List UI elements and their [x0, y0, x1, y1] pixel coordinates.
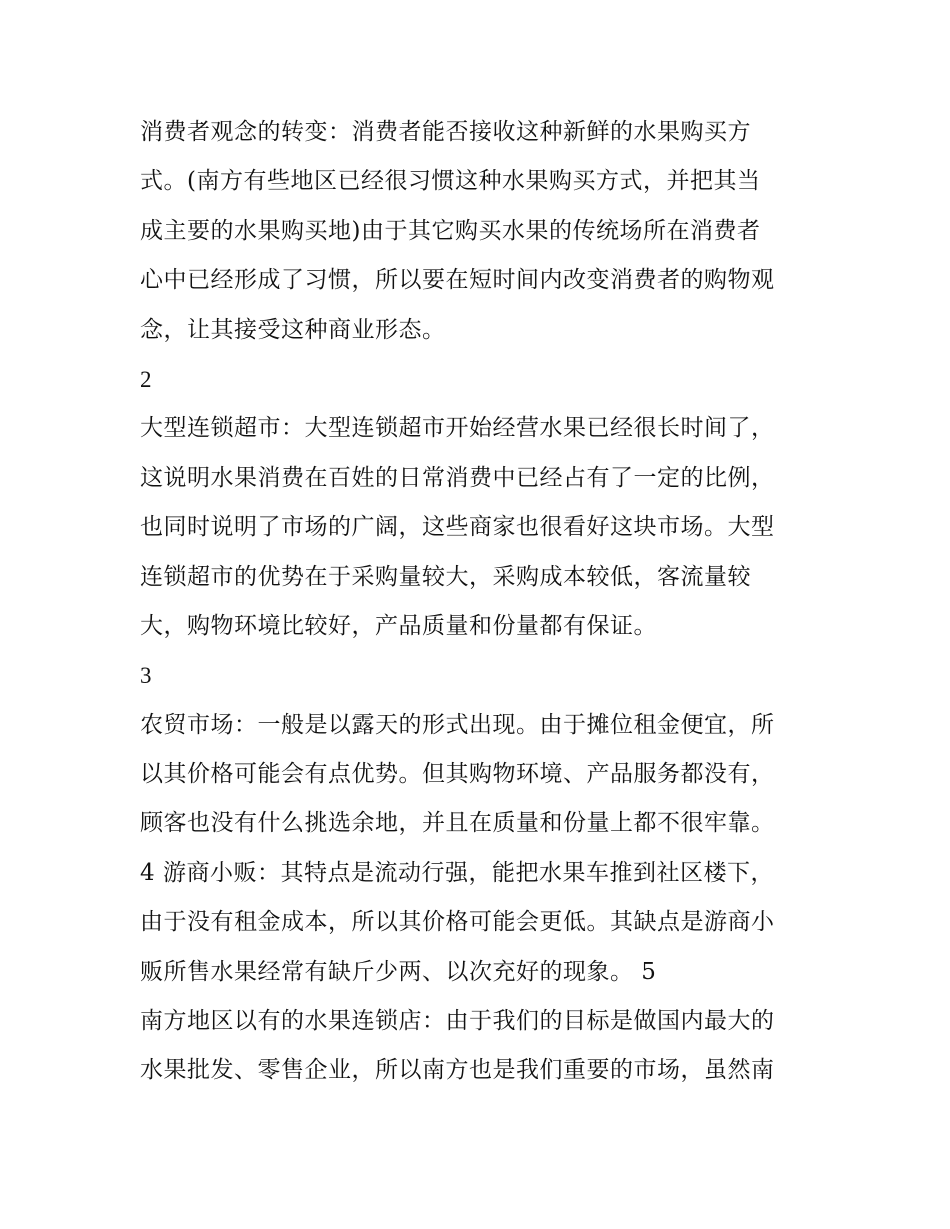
text-line: 水果批发、零售企业，所以南方也是我们重要的市场，虽然南 — [140, 1057, 775, 1084]
text-line: 4 游商小贩：其特点是流动行强，能把水果车推到社区楼下， — [140, 859, 774, 886]
text-line: 这说明水果消费在百姓的日常消费中已经占有了一定的比例， — [140, 464, 775, 491]
text-line: 念，让其接受这种商业形态。 — [140, 316, 446, 343]
text-line: 大型连锁超市：大型连锁超市开始经营水果已经很长时间了， — [140, 415, 775, 442]
text-line: 式。(南方有些地区已经很习惯这种水果购买方式，并把其当 — [140, 168, 761, 195]
text-line: 大，购物环境比较好，产品质量和份量都有保证。 — [140, 612, 657, 639]
text-line: 心中已经形成了习惯，所以要在短时间内改变消费者的购物观 — [140, 267, 775, 294]
text-line: 由于没有租金成本，所以其价格可能会更低。其缺点是游商小 — [140, 909, 775, 936]
text-line: 南方地区以有的水果连锁店：由于我们的目标是做国内最大的 — [140, 1008, 775, 1035]
text-line: 连锁超市的优势在于采购量较大，采购成本较低，客流量较 — [140, 563, 751, 590]
text-line: 顾客也没有什么挑选余地，并且在质量和份量上都不很牢靠。 — [140, 810, 775, 837]
text-line: 贩所售水果经常有缺斤少两、以次充好的现象。 5 — [140, 958, 657, 985]
text-line: 消费者观念的转变：消费者能否接收这种新鲜的水果购买方 — [140, 119, 751, 145]
text-line: 以其价格可能会有点优势。但其购物环境、产品服务都没有， — [140, 761, 775, 788]
section-number: 2 — [140, 366, 152, 392]
text-line: 成主要的水果购买地)由于其它购买水果的传统场所在消费者 — [140, 217, 761, 244]
document-body — [140, 108, 820, 1096]
text-line: 也同时说明了市场的广阔，这些商家也很看好这块市场。大型 — [140, 514, 775, 541]
section-number: 3 — [140, 663, 152, 689]
text-line: 农贸市场：一般是以露天的形式出现。由于摊位租金便宜，所 — [140, 711, 775, 738]
